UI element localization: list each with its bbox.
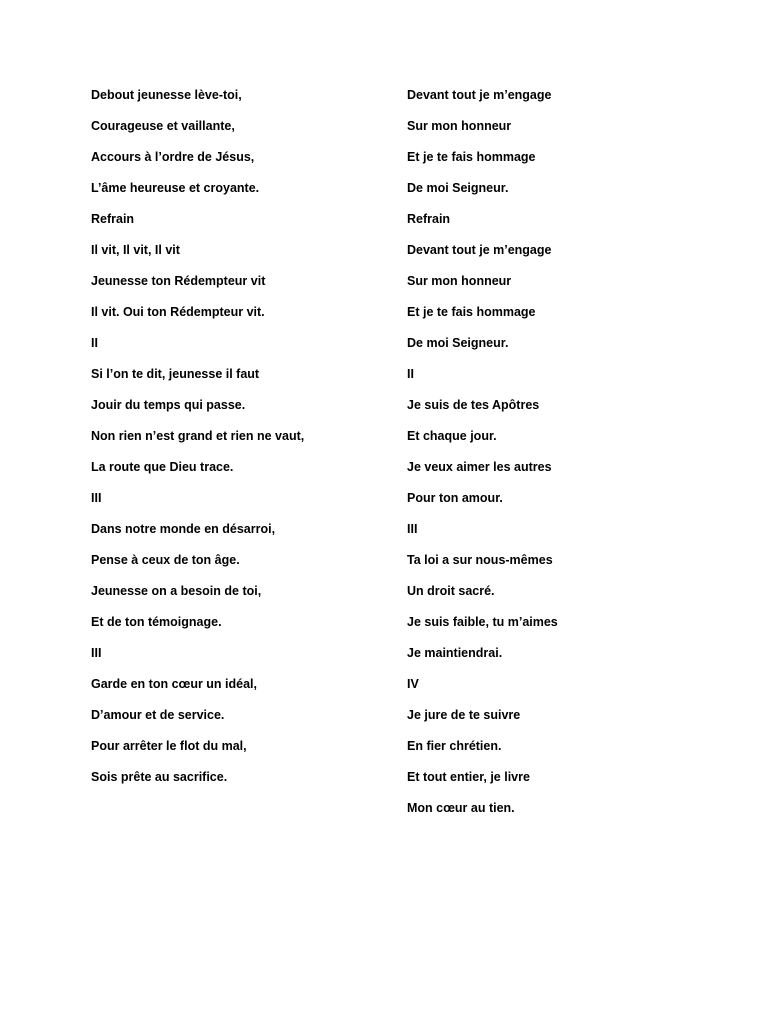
section-label-refrain: Refrain bbox=[91, 212, 135, 226]
lyric-line: De moi Seigneur. bbox=[407, 336, 509, 350]
lyric-line: Sur mon honneur bbox=[407, 274, 512, 288]
lyric-line: Si l’on te dit, jeunesse il faut bbox=[91, 367, 260, 381]
lyric-line: Et tout entier, je livre bbox=[407, 770, 530, 784]
lyric-line: En fier chrétien. bbox=[407, 739, 502, 753]
lyric-line: Je suis faible, tu m’aimes bbox=[407, 615, 558, 629]
lyric-line: Devant tout je m’engage bbox=[407, 88, 552, 102]
section-label-verse: III bbox=[91, 491, 102, 505]
lyric-line: La route que Dieu trace. bbox=[91, 460, 234, 474]
lyric-line: Pour ton amour. bbox=[407, 491, 503, 505]
lyric-line: Jeunesse ton Rédempteur vit bbox=[91, 274, 266, 288]
lyric-line: Il vit, Il vit, Il vit bbox=[91, 243, 180, 257]
lyric-line: Jouir du temps qui passe. bbox=[91, 398, 246, 412]
lyric-line: Je jure de te suivre bbox=[407, 708, 521, 722]
lyric-line: Non rien n’est grand et rien ne vaut, bbox=[91, 429, 305, 443]
lyric-line: De moi Seigneur. bbox=[407, 181, 509, 195]
lyric-line: Il vit. Oui ton Rédempteur vit. bbox=[91, 305, 265, 319]
lyric-line: D’amour et de service. bbox=[91, 708, 225, 722]
lyric-line: Et je te fais hommage bbox=[407, 150, 536, 164]
section-label-verse: III bbox=[91, 646, 102, 660]
lyric-line: Je maintiendrai. bbox=[407, 646, 503, 660]
lyric-line: Debout jeunesse lève-toi, bbox=[91, 88, 242, 102]
lyric-line: Accours à l’ordre de Jésus, bbox=[91, 150, 255, 164]
lyric-line: Pour arrêter le flot du mal, bbox=[91, 739, 247, 753]
lyric-line: Jeunesse on a besoin de toi, bbox=[91, 584, 262, 598]
lyric-line: Ta loi a sur nous-mêmes bbox=[407, 553, 553, 567]
lyric-line: Et je te fais hommage bbox=[407, 305, 536, 319]
section-label-refrain: Refrain bbox=[407, 212, 451, 226]
lyric-line: Et de ton témoignage. bbox=[91, 615, 222, 629]
right-column bbox=[407, 86, 707, 830]
section-label-verse: II bbox=[91, 336, 98, 350]
section-label-verse: II bbox=[407, 367, 414, 381]
lyric-line: Un droit sacré. bbox=[407, 584, 495, 598]
section-label-verse: IV bbox=[407, 677, 419, 691]
lyric-line: Devant tout je m’engage bbox=[407, 243, 552, 257]
lyric-line: L’âme heureuse et croyante. bbox=[91, 181, 260, 195]
lyric-line: Je veux aimer les autres bbox=[407, 460, 552, 474]
lyric-line: Courageuse et vaillante, bbox=[91, 119, 235, 133]
lyric-line: Mon cœur au tien. bbox=[407, 801, 515, 815]
lyric-line: Garde en ton cœur un idéal, bbox=[91, 677, 257, 691]
lyric-line: Je suis de tes Apôtres bbox=[407, 398, 540, 412]
left-column bbox=[91, 86, 381, 799]
lyric-line: Pense à ceux de ton âge. bbox=[91, 553, 240, 567]
section-label-verse: III bbox=[407, 522, 418, 536]
lyric-line: Sur mon honneur bbox=[407, 119, 512, 133]
lyric-line: Et chaque jour. bbox=[407, 429, 497, 443]
lyric-line: Sois prête au sacrifice. bbox=[91, 770, 228, 784]
lyric-line: Dans notre monde en désarroi, bbox=[91, 522, 276, 536]
